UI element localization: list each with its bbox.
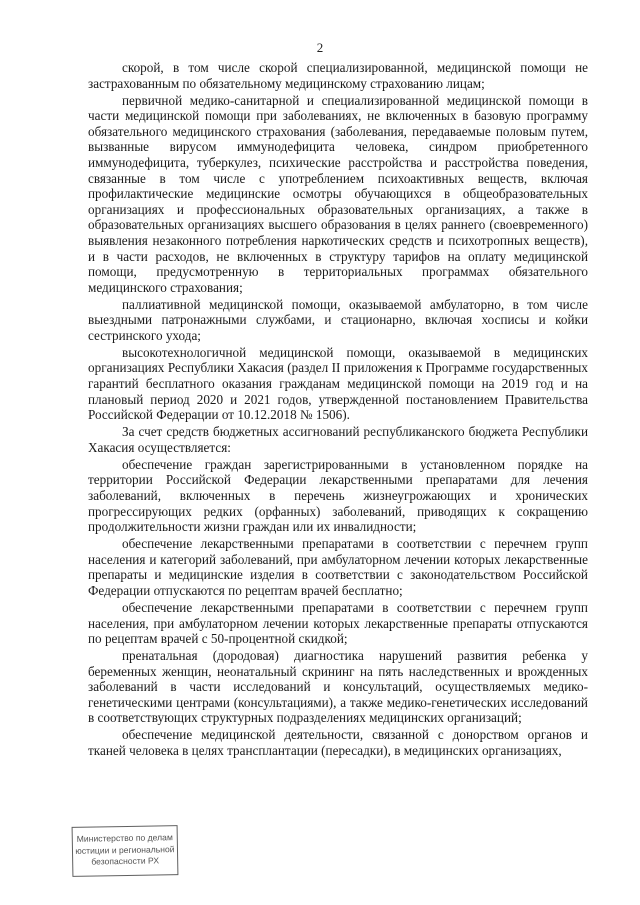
stamp-line-1: Министерство по делам — [76, 832, 173, 844]
paragraph-budget-intro: За счет средств бюджетных ассигнований республиканского бюджета Республики Хакасия осуществляется: — [88, 424, 588, 455]
paragraph-orphan-drugs: обеспечение граждан зарегистрированными в установленном порядке на территории Российской Федерации лекарственными препаратами для лечения заболеваний, включенных в перечень жизнеугрожающих и хронических прогрессирующих редких (орфанных) заболеваний, приводящих к сокращению продолжительности жизни граждан или их инвалидности; — [88, 456, 588, 535]
paragraph-palliative-care: паллиативной медицинской помощи, оказываемой амбулаторно, в том числе выездными патронажными службами, и стационарно, включая хосписы и койки сестринского ухода; — [88, 296, 588, 343]
stamp-line-3: безопасности РХ — [91, 855, 160, 867]
paragraph-primary-care: первичной медико-санитарной и специализированной медицинской помощи в части медицинской помощи при заболеваниях, не включенных в базовую программу обязательного медицинского страхования (заболевания, передаваемые половым путем, вызванные вирусом иммунодефицита человека, синдром приобретенного иммунодефицита, туберкулез, психические расстройства и расстройства поведения, связанные в том числе с употреблением психоактивных веществ, включая профилактические медицинские осмотры обучающихся в общеобразовательных организациях и профессиональных образовательных организациях, а также в образовательных организациях высшего образования в целях раннего (своевременного) выявления незаконного потребления наркотических средств и психотропных веществ), и в части расходов, не включенных в структуру тарифов на оплату медицинской помощи, предусмотренную в территориальных программах обязательного медицинского страхования; — [88, 92, 588, 295]
paragraph-emergency-care: скорой, в том числе скорой специализированной, медицинской помощи не застрахованным по обязательному медицинскому страхованию лицам; — [88, 60, 588, 91]
paragraph-free-prescriptions: обеспечение лекарственными препаратами в соответствии с перечнем групп населения и категорий заболеваний, при амбулаторном лечении которых лекарственные препараты и медицинские изделия в соответствии с законодательством Российской Федерации отпускаются по рецептам врачей бесплатно; — [88, 536, 588, 598]
stamp-line-2: юстиции и региональной — [75, 843, 175, 856]
paragraph-high-tech-care: высокотехнологичной медицинской помощи, оказываемой в медицинских организациях Республики Хакасия (раздел II приложения к Программе государственных гарантий бесплатного оказания гражданам медицинской помощи на 2019 год и на плановый период 2020 и 2021 годов, утвержденной постановлением Правительства Российской Федерации от 10.12.2018 № 1506). — [88, 344, 588, 423]
page-number: 2 — [316, 40, 324, 55]
paragraph-organ-donation: обеспечение медицинской деятельности, связанной с донорством органов и тканей человека в целях трансплантации (пересадки), в медицинских организациях, — [88, 727, 588, 759]
document-body — [88, 60, 588, 760]
ministry-stamp — [72, 825, 179, 877]
paragraph-prenatal-diagnostics: пренатальная (дородовая) диагностика нарушений развития ребенка у беременных женщин, неонатальный скрининг на пять наследственных и врожденных заболеваний в части исследований и консультаций, осуществляемых медико-генетическими центрами (консультациями), а также медико-генетических исследований в соответствующих структурных подразделениях медицинских организаций; — [88, 648, 588, 726]
paragraph-discount-prescriptions: обеспечение лекарственными препаратами в соответствии с перечнем групп населения, при амбулаторном лечении которых лекарственные препараты отпускаются по рецептам врачей с 50-процентной скидкой; — [88, 599, 588, 647]
